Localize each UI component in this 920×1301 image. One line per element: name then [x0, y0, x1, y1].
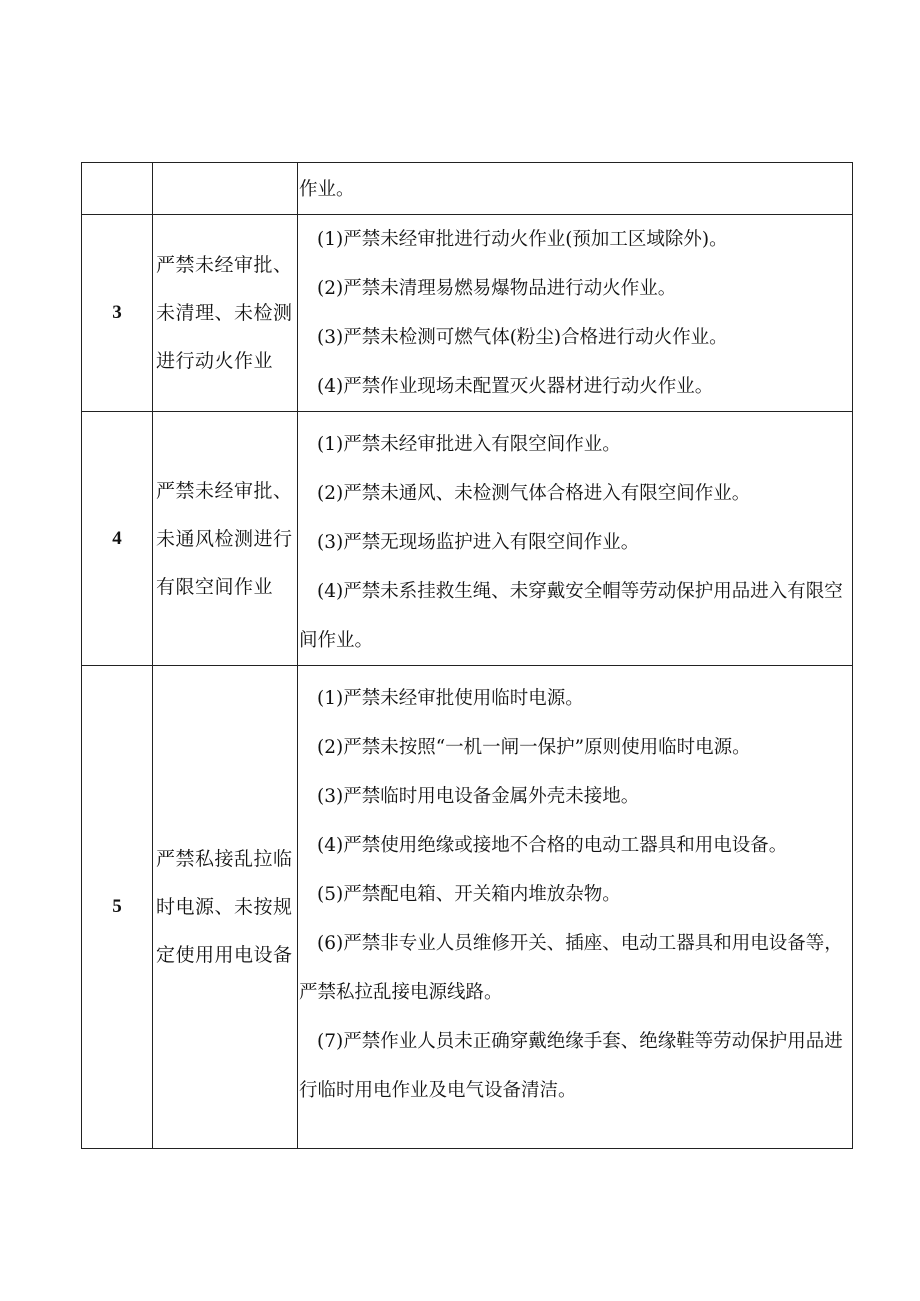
- row-title: 严禁私接乱拉临时电源、未按规定使用用电设备: [156, 848, 293, 966]
- row-number-cell: [82, 163, 153, 215]
- row-content-cell: [298, 163, 853, 215]
- table-row-3: [82, 215, 853, 412]
- rule-item: (1)严禁未经审批进行动火作业(预加工区域除外)。: [317, 229, 728, 250]
- row-title-cell: [153, 666, 298, 1149]
- rule-item: (3)严禁临时用电设备金属外壳未接地。: [317, 786, 640, 807]
- row-content-cell: [298, 666, 853, 1149]
- rule-item: (2)严禁未按照“一机一闸一保护”原则使用临时电源。: [317, 737, 751, 758]
- row-title-cell: [153, 215, 298, 412]
- safety-rules-table: [81, 162, 853, 1149]
- rule-item: (3)严禁未检测可燃气体(粉尘)合格进行动火作业。: [317, 327, 728, 348]
- rule-item: (4)严禁使用绝缘或接地不合格的电动工器具和用电设备。: [317, 835, 788, 856]
- table-row-4: [82, 412, 853, 666]
- row-number: 4: [82, 412, 153, 666]
- rule-item: (2)严禁未通风、未检测气体合格进入有限空间作业。: [317, 483, 751, 504]
- rule-item: (7)严禁作业人员未正确穿戴绝缘手套、绝缘鞋等劳动保护用品进行临时用电作业及电气设备清洁。: [299, 1031, 843, 1101]
- row-content-cell: [298, 215, 853, 412]
- row-title: 严禁未经审批、未通风检测进行有限空间作业: [156, 479, 293, 598]
- rule-item: (3)严禁无现场监护进入有限空间作业。: [317, 532, 640, 553]
- row-content-cell: [298, 412, 853, 666]
- rule-item: (1)严禁未经审批进入有限空间作业。: [317, 434, 621, 455]
- row-title-cell: [153, 412, 298, 666]
- rule-item: (1)严禁未经审批使用临时电源。: [317, 688, 584, 709]
- row-title: 严禁未经审批、未清理、未检测进行动火作业: [156, 254, 293, 372]
- table-row-continued: [82, 163, 853, 215]
- rule-item: (2)严禁未清理易燃易爆物品进行动火作业。: [317, 278, 677, 299]
- row-number: 3: [82, 215, 153, 412]
- table-row-5: [82, 666, 853, 1149]
- rule-item: (5)严禁配电箱、开关箱内堆放杂物。: [317, 884, 621, 905]
- row-number: 5: [82, 666, 153, 1149]
- rule-item: (4)严禁未系挂救生绳、未穿戴安全帽等劳动保护用品进入有限空间作业。: [299, 581, 843, 651]
- row-title-cell: [153, 163, 298, 215]
- continued-text: 作业。: [299, 179, 355, 200]
- rule-item: (6)严禁非专业人员维修开关、插座、电动工器具和用电设备等，严禁私拉乱接电源线路。: [299, 933, 843, 1003]
- rule-item: (4)严禁作业现场未配置灭火器材进行动火作业。: [317, 376, 714, 397]
